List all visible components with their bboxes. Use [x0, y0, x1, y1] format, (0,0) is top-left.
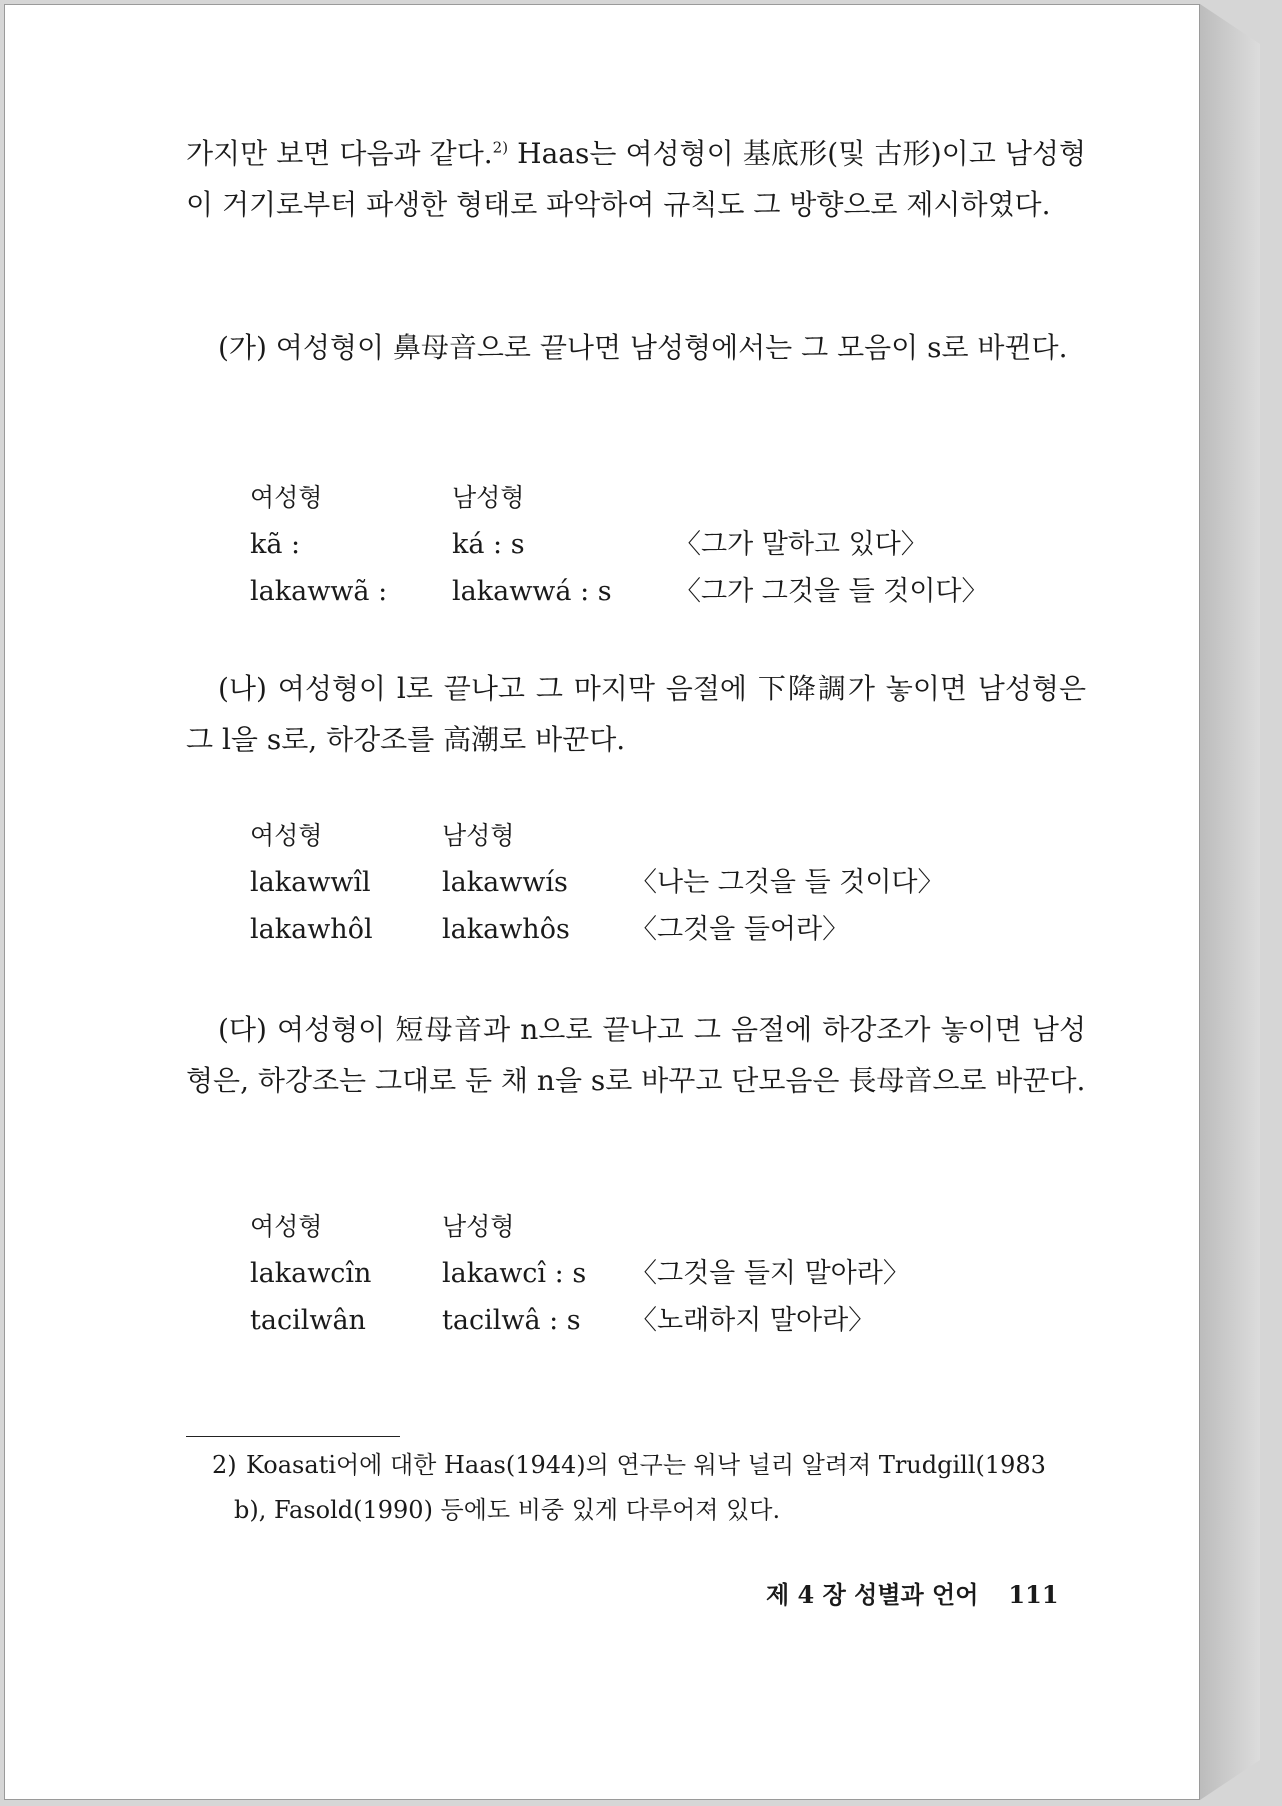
footnote-line-1: Koasati어에 대한 Haas(1944)의 연구는 워낙 널리 알려져 Trudgill(1983: [246, 1451, 1046, 1479]
rule-da-paragraph: (다) 여성형이 短母音과 n으로 끝나고 그 음절에 하강조가 놓이면 남성형은, 하강조는 그대로 둔 채 n을 s로 바꾸고 단모음은 長母音으로 바꾼다.: [186, 1013, 1086, 1097]
page-edge-shadow: [1200, 4, 1260, 1800]
chapter-title: 제 4 장 성별과 언어: [766, 1580, 979, 1609]
col-feminine-header: 여성형: [250, 483, 323, 512]
intro-text-cont: Haas는 여성형이 基底形(및 古形)이고 남성형이 거기로부터 파생한 형태로 파악하여 규칙도 그 방향으로 제시하였다.: [186, 137, 1086, 221]
col-masculine-header: 남성형: [442, 1212, 515, 1241]
col-masculine-header: 남성형: [452, 483, 525, 512]
rule-na-paragraph: (나) 여성형이 l로 끝나고 그 마지막 음절에 下降調가 놓이면 남성형은 그 l을 s로, 하강조를 高潮로 바꾼다.: [186, 672, 1086, 756]
footnote-divider: [186, 1436, 400, 1437]
intro-text: 가지만 보면 다음과 같다.: [186, 137, 493, 170]
col-feminine-header: 여성형: [250, 1212, 323, 1241]
running-footer: [766, 1575, 1059, 1610]
col-masculine-header: 남성형: [442, 821, 515, 850]
col-feminine-header: 여성형: [250, 821, 323, 850]
intro-paragraph: [186, 128, 1086, 230]
rule-ga-paragraph: (가) 여성형이 鼻母音으로 끝나면 남성형에서는 그 모음이 s로 바뀐다.: [218, 331, 1068, 364]
footnote: [212, 1443, 1082, 1533]
footnote-ref[interactable]: 2): [492, 138, 509, 157]
footnote-number: 2): [212, 1451, 237, 1479]
footnote-line-2: b), Fasold(1990) 등에도 비중 있게 다루어져 있다.: [234, 1496, 781, 1524]
page-number: 111: [1008, 1580, 1059, 1609]
